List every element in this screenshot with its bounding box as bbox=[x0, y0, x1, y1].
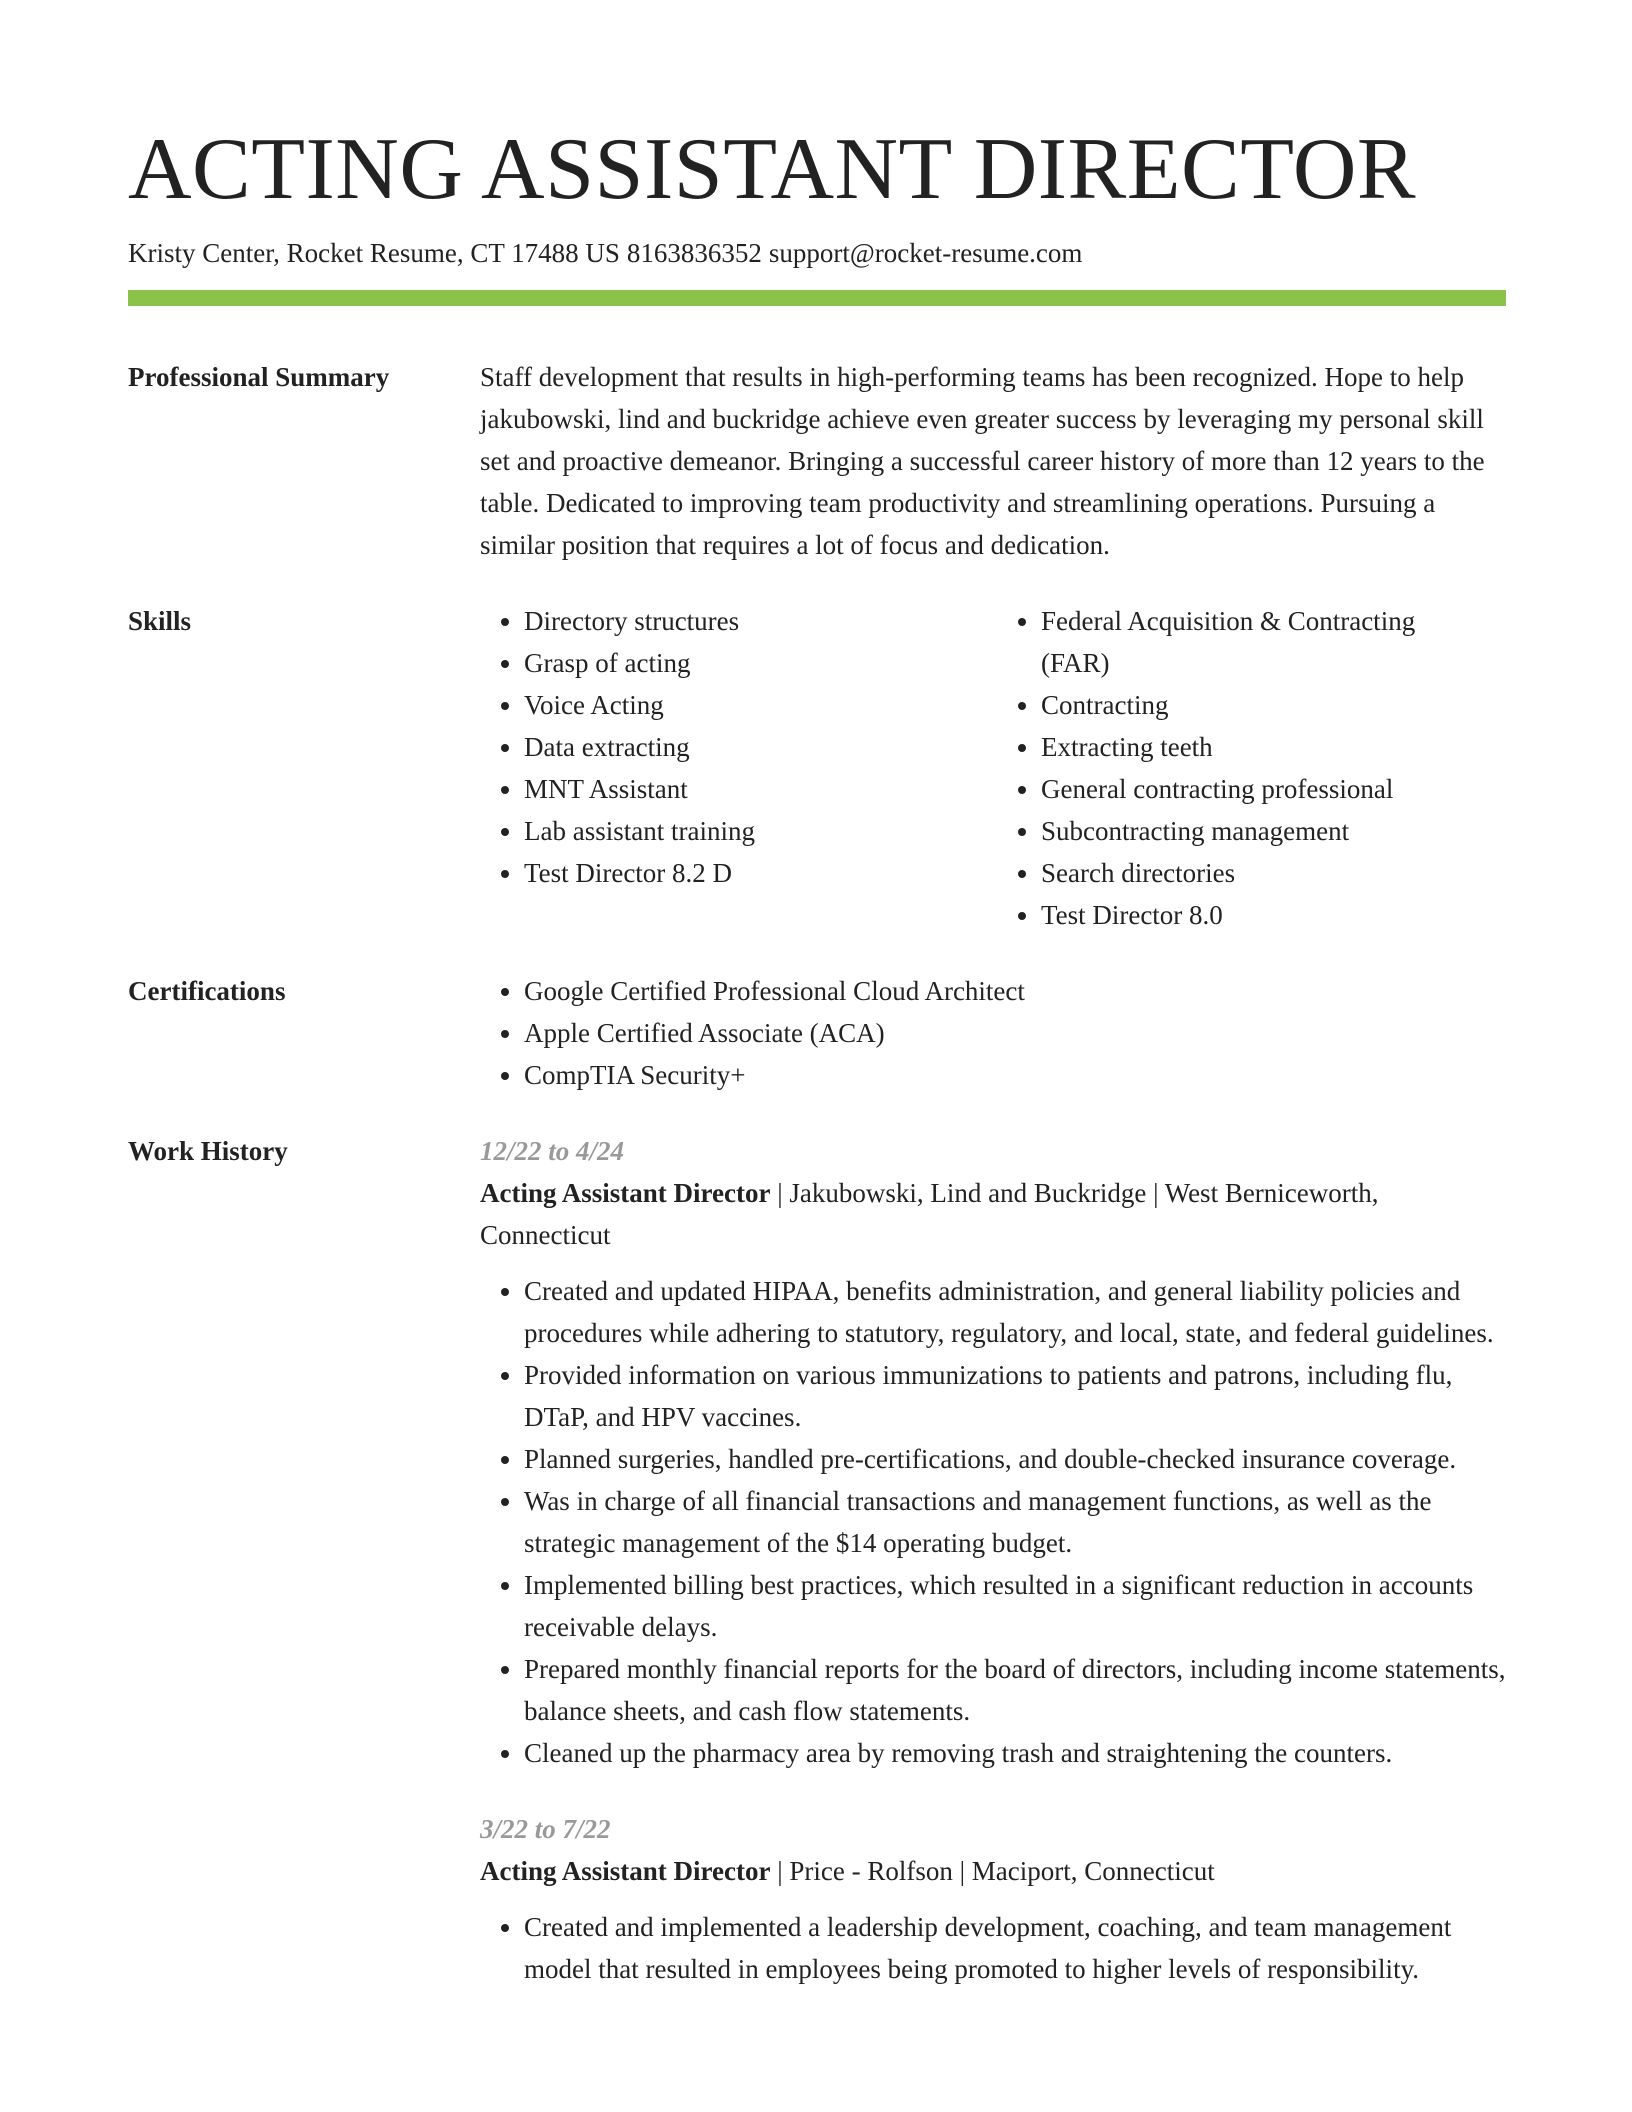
job-heading bbox=[480, 1850, 1506, 1892]
summary-section bbox=[128, 356, 1506, 566]
skill-item: • General contracting professional bbox=[1041, 768, 1466, 810]
skills-list-left bbox=[480, 600, 993, 936]
work-history-label: Work History bbox=[128, 1136, 288, 1166]
header-divider bbox=[128, 290, 1506, 306]
skill-item: • Contracting bbox=[1041, 684, 1466, 726]
skill-item: • Directory structures bbox=[524, 600, 993, 642]
certifications-body bbox=[480, 970, 1506, 1096]
job-separator: | bbox=[959, 1856, 966, 1886]
job-title: Acting Assistant Director bbox=[480, 1856, 771, 1886]
certification-item: • Google Certified Professional Cloud Architect bbox=[524, 970, 1506, 1012]
job-separator: | bbox=[777, 1856, 783, 1886]
certification-item: • CompTIA Security+ bbox=[524, 1054, 1506, 1096]
job-entry bbox=[480, 1808, 1506, 1990]
job-heading bbox=[480, 1172, 1506, 1256]
skill-item: • MNT Assistant bbox=[524, 768, 993, 810]
job-separator: | bbox=[1153, 1178, 1159, 1208]
resume-page bbox=[128, 0, 1506, 1990]
certification-item: • Apple Certified Associate (ACA) bbox=[524, 1012, 1506, 1054]
skill-item: • Data extracting bbox=[524, 726, 993, 768]
skill-item: • Subcontracting management bbox=[1041, 810, 1466, 852]
summary-label: Professional Summary bbox=[128, 362, 390, 392]
work-history-body bbox=[480, 1130, 1506, 1990]
work-history-section bbox=[128, 1130, 1506, 1990]
job-bullet: • Created and implemented a leadership development, coaching, and team management model that resulted in employees being promoted to higher levels of responsibility. bbox=[524, 1906, 1506, 1990]
skills-label: Skills bbox=[128, 606, 192, 636]
job-company: Jakubowski, Lind and Buckridge bbox=[789, 1178, 1147, 1208]
skill-item: • Test Director 8.0 bbox=[1041, 894, 1466, 936]
skill-item: • Grasp of acting bbox=[524, 642, 993, 684]
job-bullet: • Prepared monthly financial reports for the board of directors, including income statements, balance sheets, and cash flow statements. bbox=[524, 1648, 1506, 1732]
contact-email: support@rocket-resume.com bbox=[768, 238, 1083, 268]
job-entry bbox=[480, 1130, 1506, 1774]
job-bullet: • Planned surgeries, handled pre-certifications, and double-checked insurance coverage. bbox=[524, 1438, 1506, 1480]
skills-list-right bbox=[993, 600, 1506, 936]
job-separator: | bbox=[777, 1178, 783, 1208]
job-bullet: • Was in charge of all financial transactions and management functions, as well as the strategic management of the $14 operating budget. bbox=[524, 1480, 1506, 1564]
job-bullet: • Provided information on various immunizations to patients and patrons, including flu, DTaP, and HPV vaccines. bbox=[524, 1354, 1506, 1438]
job-location: West Berniceworth, Connecticut bbox=[480, 1178, 1379, 1250]
skill-item: • Federal Acquisition & Contracting (FAR) bbox=[1041, 600, 1466, 684]
contact-line bbox=[128, 236, 1506, 270]
certifications-list bbox=[480, 970, 1506, 1096]
summary-body bbox=[480, 356, 1506, 566]
job-location: Maciport, Connecticut bbox=[971, 1856, 1215, 1886]
job-dates: 12/22 to 4/24 bbox=[480, 1136, 625, 1166]
skill-item: • Test Director 8.2 D bbox=[524, 852, 993, 894]
summary-text: Staff development that results in high-performing teams has been recognized. Hope to help jakubowski, lind and buckridge achieve even greater success by leveraging my personal skill set and proactive demeanor. Bringing a successful career history of more than 12 years to the table. Dedicated to improving team productivity and streamlining operations. Pursuing a similar position that requires a lot of focus and dedication. bbox=[480, 362, 1485, 560]
job-bullet: • Created and updated HIPAA, benefits administration, and general liability policies and procedures while adhering to statutory, regulatory, and local, state, and federal guidelines. bbox=[524, 1270, 1506, 1354]
skill-item: • Extracting teeth bbox=[1041, 726, 1466, 768]
skill-item: • Voice Acting bbox=[524, 684, 993, 726]
contact-address: Kristy Center, Rocket Resume, CT 17488 US bbox=[128, 238, 620, 268]
certifications-section bbox=[128, 970, 1506, 1096]
contact-phone: 8163836352 bbox=[626, 238, 762, 268]
job-bullets bbox=[480, 1906, 1506, 1990]
job-company: Price - Rolfson bbox=[789, 1856, 953, 1886]
skills-section bbox=[128, 600, 1506, 936]
job-dates: 3/22 to 7/22 bbox=[480, 1814, 611, 1844]
resume-name: ACTING ASSISTANT DIRECTOR bbox=[128, 121, 1417, 218]
skill-item: • Search directories bbox=[1041, 852, 1466, 894]
job-bullet: • Implemented billing best practices, which resulted in a significant reduction in accounts receivable delays. bbox=[524, 1564, 1506, 1648]
skills-body bbox=[480, 600, 1506, 936]
job-bullets bbox=[480, 1270, 1506, 1774]
job-bullet: • Cleaned up the pharmacy area by removing trash and straightening the counters. bbox=[524, 1732, 1506, 1774]
job-title: Acting Assistant Director bbox=[480, 1178, 771, 1208]
certifications-label: Certifications bbox=[128, 976, 286, 1006]
skill-item: • Lab assistant training bbox=[524, 810, 993, 852]
